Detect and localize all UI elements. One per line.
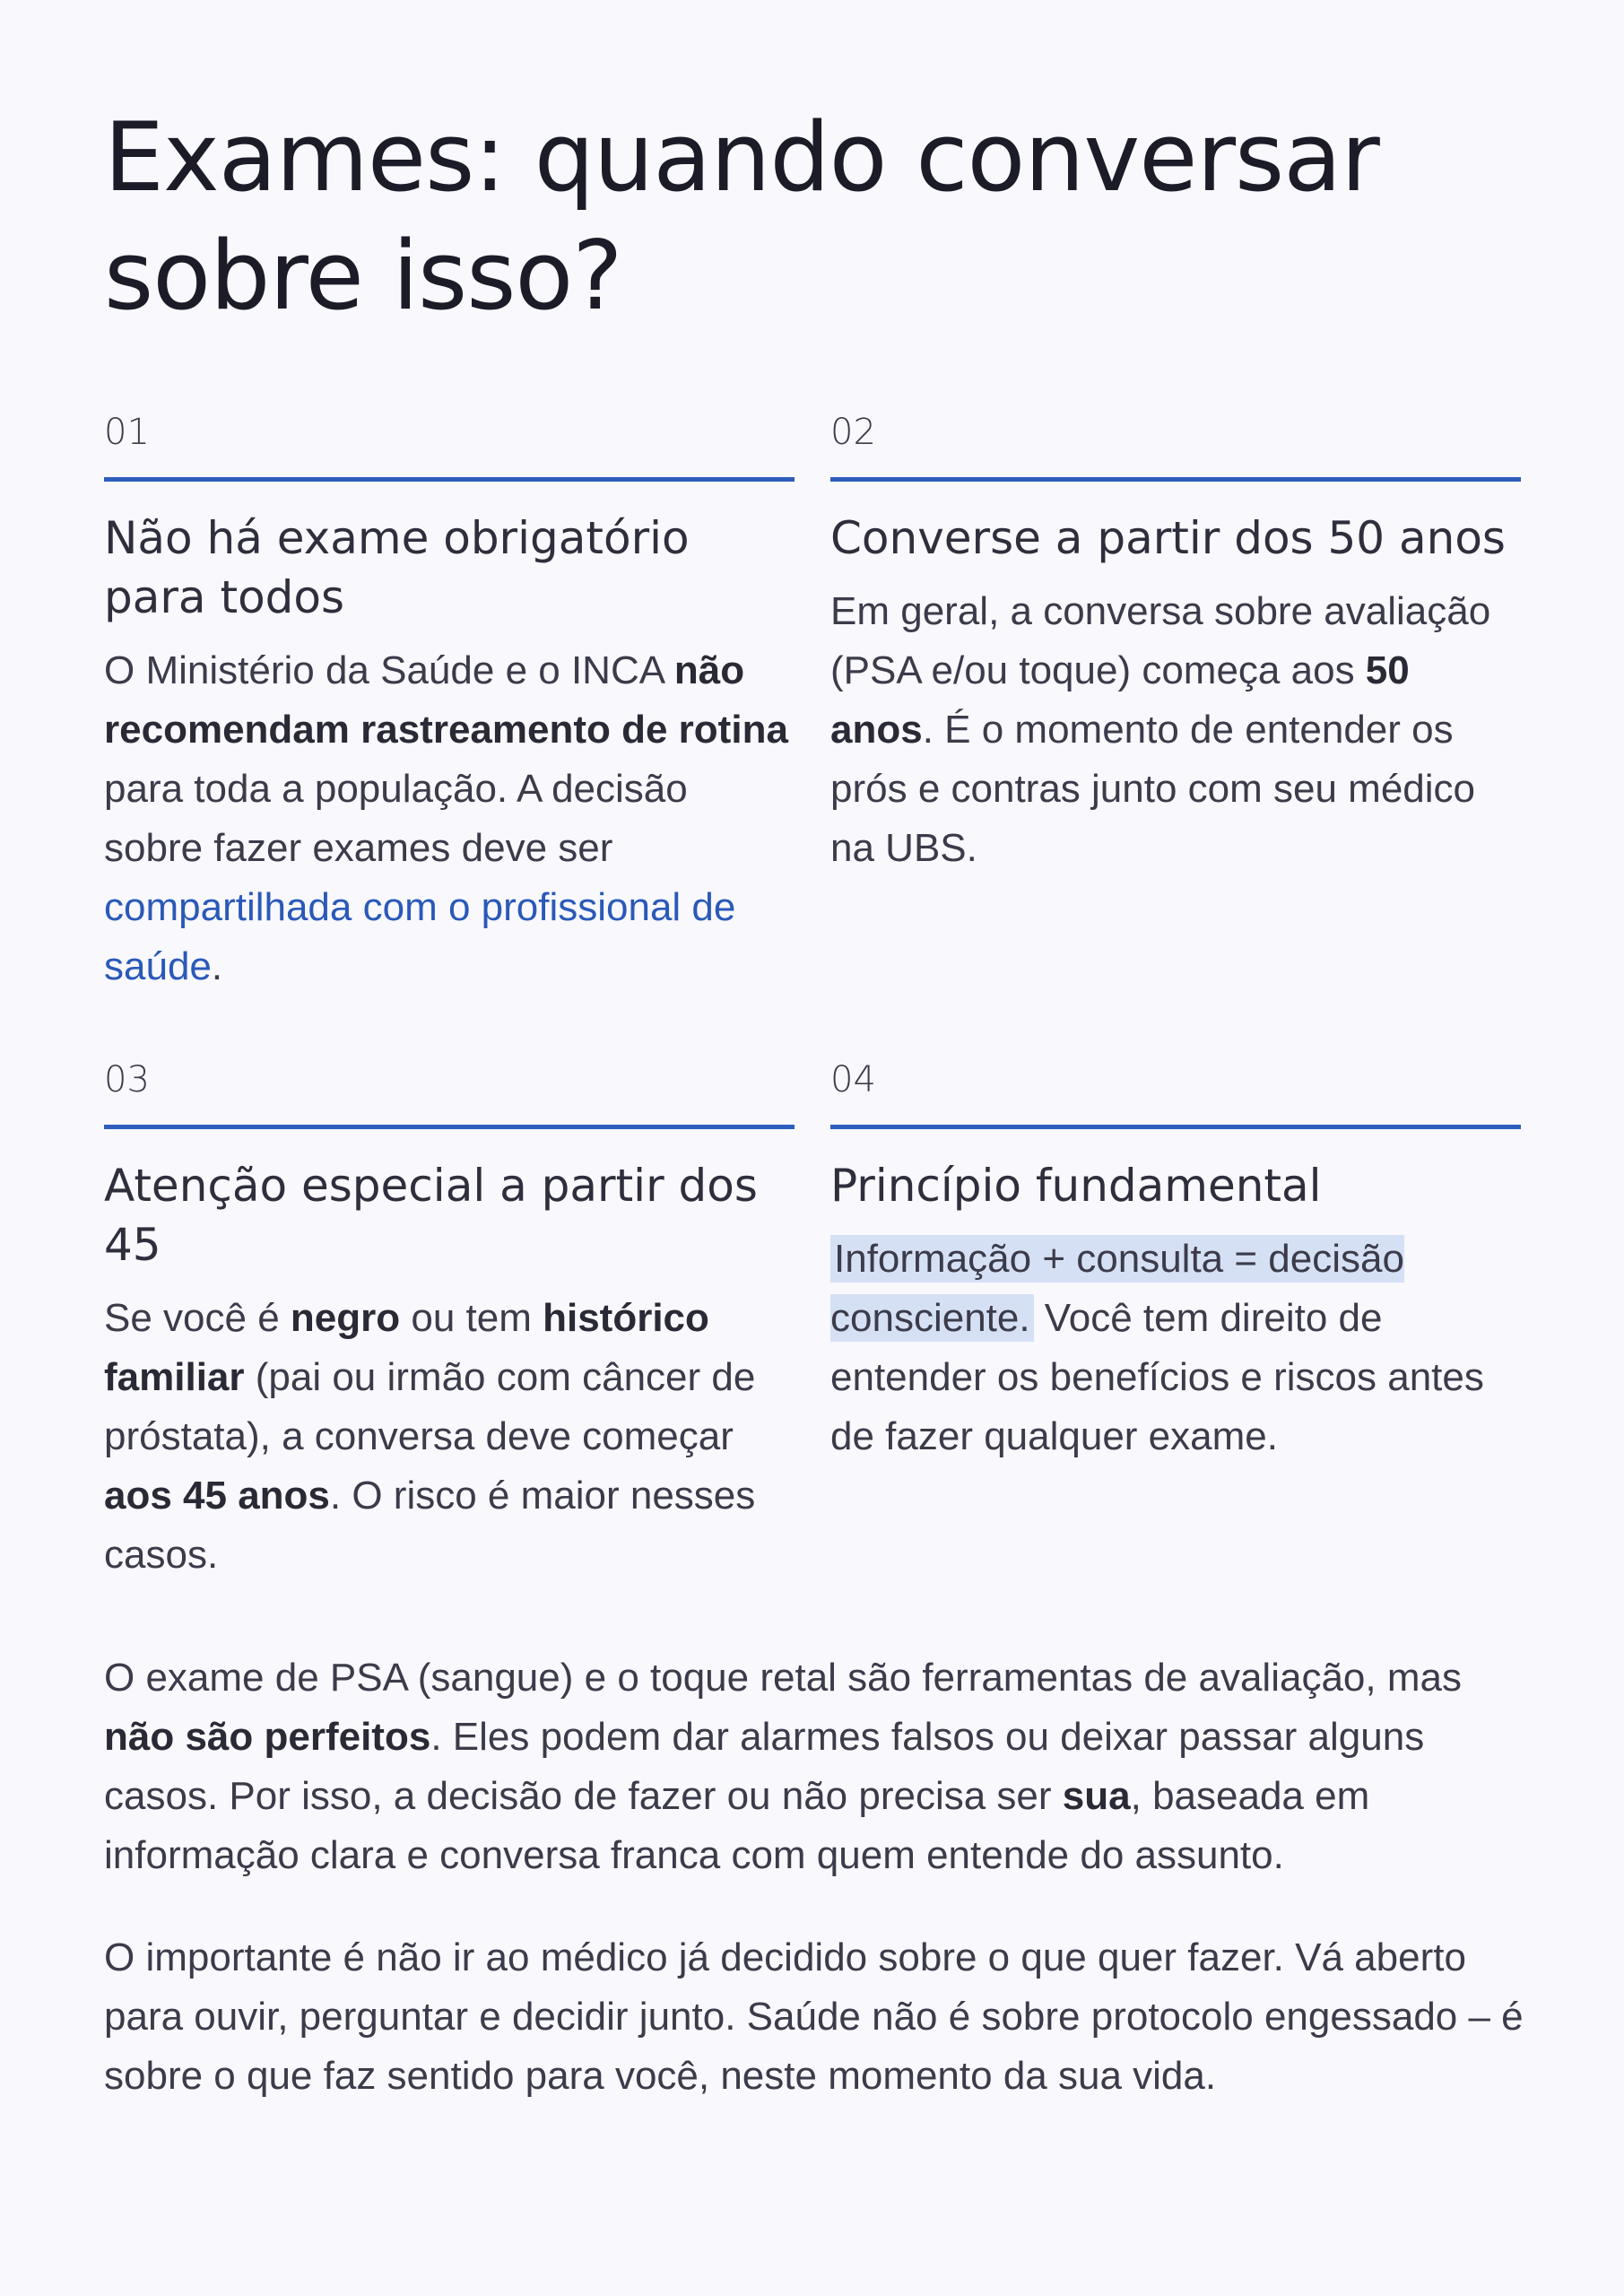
card-text: ou tem (400, 1296, 543, 1340)
card-text: . O risco é maior nesses casos. (104, 1474, 756, 1577)
card-number: 04 (830, 1059, 876, 1100)
card-divider (830, 1125, 1521, 1129)
card-bold-text: não recomendam rastreamento de rotina (104, 648, 788, 752)
card-bold-text: aos 45 anos (104, 1474, 330, 1518)
body-paragraph-2: O importante é não ir ao médico já decidido sobre o que quer fazer. Vá aberto para ouvir, perguntar e decidir junto. Saúde não é sobre protocolo engessado – é sobre o que faz sentido para você, neste momento da sua vida. (104, 1935, 1524, 2098)
card-title: Não há exame obrigatório para todos (104, 512, 690, 623)
highlighted-principle: Informação + consulta = decisão consciente. (830, 1237, 1404, 1340)
card-body (104, 641, 793, 996)
card-text: Se você é (104, 1296, 291, 1340)
page (104, 99, 1519, 335)
paragraph-text: , baseada em informação clara e conversa franca com quem entende do assunto. (104, 1774, 1370, 1877)
card-text: O Ministério da Saúde e o INCA (104, 648, 674, 692)
paragraph-bold-text: sua (1062, 1774, 1131, 1818)
card-bold-text: negro (290, 1296, 401, 1340)
card-body (104, 1289, 793, 1585)
card-text: Em geral, a conversa sobre avaliação (PSA e/ou toque) começa aos (830, 589, 1491, 692)
card-divider (830, 477, 1521, 482)
card-text: para toda a população. A decisão sobre fazer exames deve ser (104, 767, 688, 870)
card-body (830, 582, 1519, 878)
body-paragraph-1 (104, 1648, 1530, 1885)
paragraph-text: . Eles podem dar alarmes falsos ou deixar passar alguns casos. Por isso, a decisão de fazer ou não precisa ser (104, 1715, 1425, 1818)
card-text: Você tem direito de entender os benefícios e riscos antes de fazer qualquer exame. (830, 1296, 1484, 1458)
page-title-line-1: Exames: quando conversar (104, 102, 1379, 213)
card-number: 03 (104, 1059, 150, 1100)
card-02 (830, 411, 1519, 878)
page-title (104, 99, 1519, 335)
paragraph-text: O exame de PSA (sangue) e o toque retal são ferramentas de avaliação, mas (104, 1656, 1462, 1700)
card-text: . (211, 944, 223, 988)
card-divider (104, 1125, 795, 1129)
card-title: Converse a partir dos 50 anos (830, 512, 1506, 564)
card-text: (pai ou irmão com câncer de próstata), a conversa deve começar (104, 1355, 756, 1458)
card-body (830, 1230, 1519, 1466)
paragraph-bold-text: não são perfeitos (104, 1715, 431, 1759)
card-divider (104, 477, 795, 482)
card-number: 01 (104, 412, 150, 453)
card-01 (104, 411, 793, 996)
card-text: . É o momento de entender os prós e contras junto com seu médico na UBS. (830, 708, 1476, 870)
card-04 (830, 1058, 1519, 1466)
card-title: Princípio fundamental (830, 1160, 1322, 1212)
card-number: 02 (830, 412, 876, 453)
card-03 (104, 1058, 793, 1585)
card-title: Atenção especial a partir dos 45 (104, 1160, 758, 1271)
shared-decision-link[interactable]: compartilhada com o profissional de saúde (104, 885, 736, 988)
card-bold-text: 50 anos (830, 648, 1410, 752)
page-title-line-2: sobre isso? (104, 221, 622, 331)
card-bold-text: histórico familiar (104, 1296, 709, 1399)
